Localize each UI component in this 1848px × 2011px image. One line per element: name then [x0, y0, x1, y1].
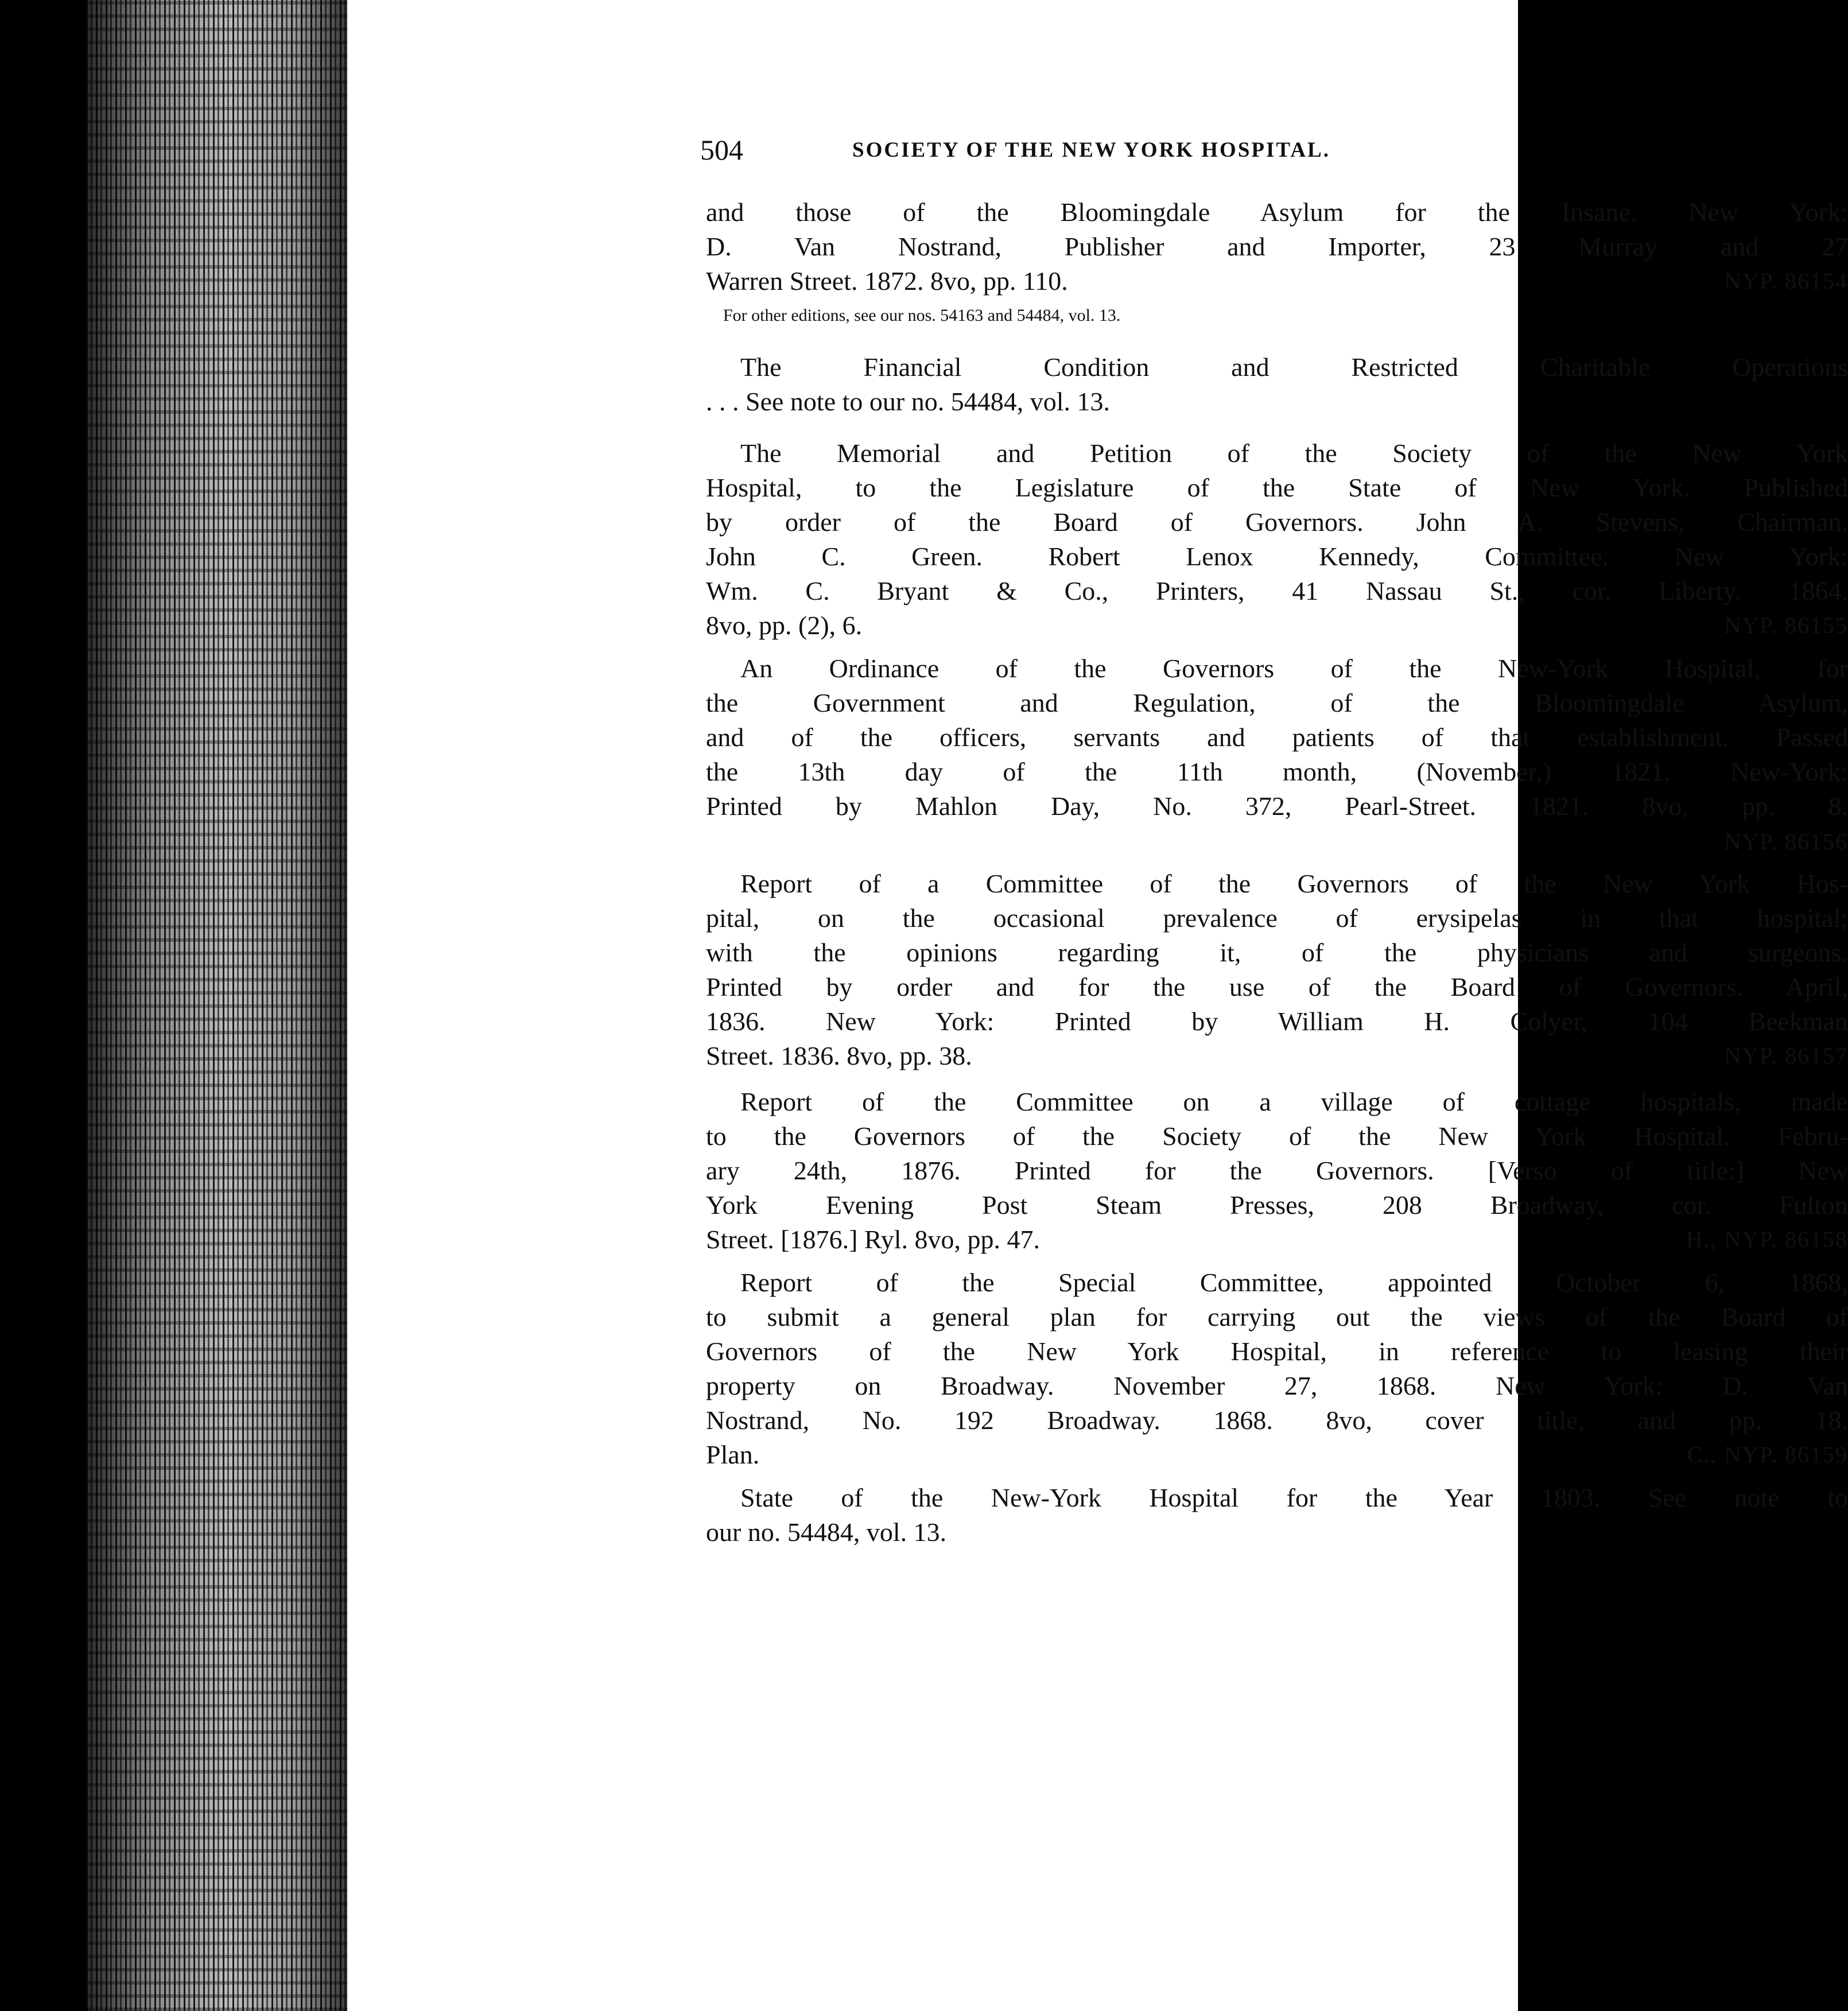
entry-line: the Government and Regulation, of the Bloomingdale Asylum,	[706, 688, 1848, 717]
entry-line: the 13th day of the 11th month, (November,) 1821. New-York:	[706, 757, 1848, 786]
entry-line: ary 24th, 1876. Printed for the Governors. [Verso of title:] New	[706, 1156, 1848, 1185]
entry-line: An Ordinance of the Governors of the New-York Hospital, for	[740, 654, 1848, 683]
entry-line	[706, 1438, 1848, 1472]
entry-line-text: Street. [1876.] Ryl. 8vo, pp. 47.	[706, 1225, 1041, 1254]
entry-line: Report of the Special Committee, appointed October 6, 1868,	[740, 1268, 1848, 1297]
catalog-entry	[706, 1481, 1848, 1550]
entry-line-text: Plan.	[706, 1440, 760, 1469]
entry-line: Printed by order and for the use of the Board of Governors. April,	[706, 972, 1848, 1001]
entry-line: to submit a general plan for carrying out the views of the Board of	[706, 1302, 1848, 1331]
page-header	[347, 133, 1518, 173]
book-page-edges	[86, 0, 347, 2011]
running-head: SOCIETY OF THE NEW YORK HOSPITAL.	[852, 138, 1330, 162]
entry-line: Report of a Committee of the Governors of the New York Hos-	[740, 869, 1848, 898]
entry-line: pital, on the occasional prevalence of erysipelas in that hospital;	[706, 903, 1848, 933]
entry-line: Hospital, to the Legislature of the State of New York. Published	[706, 473, 1848, 502]
library-reference: NYP. 86157	[1724, 1043, 1848, 1069]
entry-line: by order of the Board of Governors. John A. Stevens, Chairman.	[706, 507, 1848, 537]
entry-line: John C. Green. Robert Lenox Kennedy, Committee. New York:	[706, 542, 1848, 571]
entry-line: State of the New-York Hospital for the Year 1803. See note to	[740, 1483, 1848, 1512]
entry-line: 1836. New York: Printed by William H. Colyer, 104 Beekman	[706, 1007, 1848, 1036]
entry-line: to the Governors of the Society of the New York Hospital. Febru-	[706, 1121, 1848, 1151]
entry-line-text: Warren Street. 1872. 8vo, pp. 110.	[706, 266, 1068, 296]
entry-line	[706, 1039, 1848, 1073]
entry-line	[706, 824, 1848, 859]
entry-line-text: 8vo, pp. (2), 6.	[706, 611, 863, 640]
entry-line: and of the officers, servants and patients of that establishment. Passed	[706, 723, 1848, 752]
entry-line-text: Street. 1836. 8vo, pp. 38.	[706, 1041, 972, 1070]
catalog-entry	[706, 436, 1848, 643]
catalog-entry	[706, 651, 1848, 859]
entry-line: D. Van Nostrand, Publisher and Importer, 23 Murray and 27	[706, 232, 1848, 261]
entry-line: The Memorial and Petition of the Society of the New York	[740, 438, 1848, 468]
entry-line: and those of the Bloomingdale Asylum for the Insane. New York:	[706, 197, 1848, 227]
library-reference: NYP. 86156	[1724, 829, 1848, 855]
book-page	[347, 0, 1848, 2011]
library-reference: NYP. 86154	[1724, 268, 1848, 294]
catalog-entry	[706, 350, 1848, 419]
entry-line: our no. 54484, vol. 13.	[706, 1517, 947, 1547]
entry-line: The Financial Condition and Restricted Charitable Operations	[740, 352, 1848, 382]
entry-line: with the opinions regarding it, of the physicians and surgeons.	[706, 938, 1848, 967]
catalog-entry	[706, 1265, 1848, 1472]
entry-line: Printed by Mahlon Day, No. 372, Pearl-Street. 1821. 8vo, pp. 8.	[706, 791, 1848, 821]
entry-line: property on Broadway. November 27, 1868. New York: D. Van	[706, 1371, 1848, 1400]
entry-line: York Evening Post Steam Presses, 208 Broadway, cor. Fulton	[706, 1190, 1848, 1220]
entry-line: . . . See note to our no. 54484, vol. 13.	[706, 387, 1110, 416]
entry-line	[706, 264, 1848, 298]
catalog-entry	[706, 867, 1848, 1073]
entry-line	[706, 1222, 1848, 1257]
library-reference: NYP. 86155	[1724, 612, 1848, 638]
entry-note: For other editions, see our nos. 54163 and 54484, vol. 13.	[723, 306, 1121, 325]
entry-line: Wm. C. Bryant & Co., Printers, 41 Nassau St., cor. Liberty. 1864.	[706, 576, 1848, 605]
entry-line: Nostrand, No. 192 Broadway. 1868. 8vo, cover title, and pp. 18.	[706, 1406, 1848, 1435]
page-number: 504	[700, 134, 743, 166]
entry-line: Governors of the New York Hospital, in reference to leasing their	[706, 1337, 1848, 1366]
catalog-entry	[706, 1085, 1848, 1257]
library-reference: H., NYP. 86158	[1686, 1226, 1848, 1252]
entry-line: Report of the Committee on a village of cottage hospitals, made	[740, 1087, 1848, 1116]
entry-line	[706, 608, 1848, 643]
catalog-entry	[706, 195, 1848, 327]
library-reference: C., NYP. 86159	[1687, 1442, 1848, 1468]
